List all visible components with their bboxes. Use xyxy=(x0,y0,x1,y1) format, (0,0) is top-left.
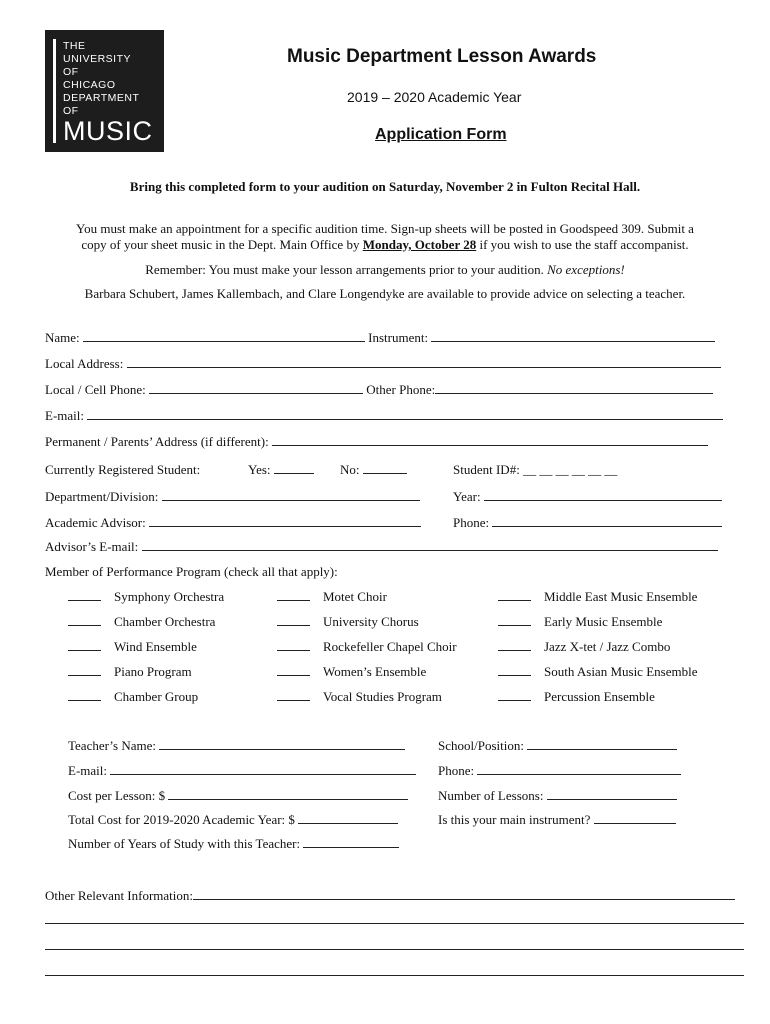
instrument-input[interactable] xyxy=(431,341,715,342)
program-col2-item-2[interactable] xyxy=(277,614,419,630)
number-of-lessons-label: Number of Lessons: xyxy=(438,788,544,803)
cost-per-lesson-row xyxy=(68,788,408,804)
program-col1-item-4[interactable] xyxy=(68,664,192,680)
checkbox-line[interactable] xyxy=(277,600,310,601)
student-id-row xyxy=(453,462,617,478)
checkbox-line[interactable] xyxy=(498,700,531,701)
academic-year: 2019 – 2020 Academic Year xyxy=(347,89,522,105)
program-heading: Member of Performance Program (check all that apply): xyxy=(45,564,338,579)
checkbox-line[interactable] xyxy=(277,650,310,651)
department-input[interactable] xyxy=(162,500,420,501)
checkbox-line[interactable] xyxy=(68,700,101,701)
program-label: Women’s Ensemble xyxy=(323,664,427,679)
program-label: Chamber Orchestra xyxy=(114,614,216,629)
name-row xyxy=(45,330,715,346)
program-label: Early Music Ensemble xyxy=(544,614,663,629)
other-info-line-4[interactable] xyxy=(45,975,744,976)
permanent-address-label: Permanent / Parents’ Address (if different): xyxy=(45,434,269,449)
checkbox-line[interactable] xyxy=(498,600,531,601)
local-address-input[interactable] xyxy=(127,367,721,368)
program-col1-item-2[interactable] xyxy=(68,614,215,630)
advisor-email-row xyxy=(45,539,718,555)
yes-input[interactable] xyxy=(274,473,314,474)
academic-advisor-input[interactable] xyxy=(149,526,421,527)
page-title: Music Department Lesson Awards xyxy=(287,46,597,67)
other-phone-label: Other Phone: xyxy=(366,382,436,397)
teacher-phone-label: Phone: xyxy=(438,763,475,778)
checkbox-line[interactable] xyxy=(68,600,101,601)
no-exceptions: No exceptions! xyxy=(547,262,625,277)
program-label: Wind Ensemble xyxy=(114,639,197,654)
local-address-label: Local Address: xyxy=(45,356,124,371)
logo-line-4: CHICAGO xyxy=(63,79,116,91)
no-label: No: xyxy=(340,462,360,477)
program-col2-item-1[interactable] xyxy=(277,589,387,605)
teacher-name-row xyxy=(68,738,405,754)
other-info-line-2[interactable] xyxy=(45,923,744,924)
teacher-name-input[interactable] xyxy=(159,749,405,750)
teacher-phone-row xyxy=(438,763,681,779)
program-col1-item-3[interactable] xyxy=(68,639,197,655)
teacher-email-row xyxy=(68,763,416,779)
university-logo xyxy=(45,30,164,152)
email-input[interactable] xyxy=(87,419,723,420)
local-cell-phone-label: Local / Cell Phone: xyxy=(45,382,146,397)
teacher-phone-input[interactable] xyxy=(477,774,681,775)
registered-label: Currently Registered Student: xyxy=(45,462,201,477)
school-position-label: School/Position: xyxy=(438,738,524,753)
years-of-study-input[interactable] xyxy=(303,847,399,848)
advisor-phone-row xyxy=(453,515,722,531)
other-phone-input[interactable] xyxy=(435,393,713,394)
checkbox-line[interactable] xyxy=(498,625,531,626)
cost-per-lesson-input[interactable] xyxy=(168,799,408,800)
number-of-lessons-row xyxy=(438,788,677,804)
program-label: Piano Program xyxy=(114,664,192,679)
no-input[interactable] xyxy=(363,473,407,474)
logo-line-2: UNIVERSITY xyxy=(63,53,132,65)
school-position-row xyxy=(438,738,677,754)
phone-row xyxy=(45,382,713,398)
logo-line-6: OF xyxy=(63,105,79,117)
advisor-phone-label: Phone: xyxy=(453,515,490,530)
student-id-input[interactable]: __ __ __ __ __ __ xyxy=(523,462,618,477)
program-col3-item-1[interactable] xyxy=(498,589,697,605)
program-label: Vocal Studies Program xyxy=(323,689,442,704)
checkbox-line[interactable] xyxy=(277,700,310,701)
email-row xyxy=(45,408,723,424)
school-position-input[interactable] xyxy=(527,749,677,750)
other-info-row xyxy=(45,888,735,904)
instrument-label: Instrument: xyxy=(368,330,429,345)
permanent-address-input[interactable] xyxy=(272,445,708,446)
checkbox-line[interactable] xyxy=(68,650,101,651)
program-label: South Asian Music Ensemble xyxy=(544,664,698,679)
name-input[interactable] xyxy=(83,341,365,342)
year-label: Year: xyxy=(453,489,481,504)
years-of-study-label: Number of Years of Study with this Teacher: xyxy=(68,836,301,851)
program-label: Symphony Orchestra xyxy=(114,589,225,604)
program-col2-item-5[interactable] xyxy=(277,689,442,705)
other-info-line-3[interactable] xyxy=(45,949,744,950)
department-label: Department/Division: xyxy=(45,489,159,504)
academic-advisor-row xyxy=(45,515,421,531)
checkbox-line[interactable] xyxy=(277,675,310,676)
years-of-study-row xyxy=(68,836,399,852)
permanent-address-row xyxy=(45,434,708,450)
program-col3-item-5[interactable] xyxy=(498,689,655,705)
teacher-name-label: Teacher’s Name: xyxy=(68,738,156,753)
program-label: Motet Choir xyxy=(323,589,387,604)
cost-per-lesson-label: Cost per Lesson: $ xyxy=(68,788,166,803)
checkbox-line[interactable] xyxy=(277,625,310,626)
deadline-date: Monday, October 28 xyxy=(362,237,477,252)
appointment-line-2-a: copy of your sheet music in the Dept. Main Office by xyxy=(81,237,363,252)
checkbox-line[interactable] xyxy=(68,675,101,676)
appointment-line-2 xyxy=(0,237,770,253)
total-cost-input[interactable] xyxy=(298,823,398,824)
program-col2-item-4[interactable] xyxy=(277,664,426,680)
year-input[interactable] xyxy=(484,500,722,501)
no-row xyxy=(340,462,407,478)
total-cost-label: Total Cost for 2019-2020 Academic Year: $ xyxy=(68,812,295,827)
teacher-email-input[interactable] xyxy=(110,774,416,775)
program-label: Chamber Group xyxy=(114,689,199,704)
checkbox-line[interactable] xyxy=(498,650,531,651)
program-col1-item-1[interactable] xyxy=(68,589,224,605)
program-label: Middle East Music Ensemble xyxy=(544,589,698,604)
local-cell-phone-input[interactable] xyxy=(149,393,363,394)
remember-note xyxy=(0,262,770,278)
other-info-input[interactable] xyxy=(193,899,735,900)
yes-row xyxy=(248,462,314,478)
checkbox-line[interactable] xyxy=(68,625,101,626)
main-instrument-row xyxy=(438,812,676,828)
total-cost-row xyxy=(68,812,398,828)
checkbox-line[interactable] xyxy=(498,675,531,676)
other-info-label: Other Relevant Information: xyxy=(45,888,194,903)
program-col3-item-2[interactable] xyxy=(498,614,662,630)
program-label: Jazz X-tet / Jazz Combo xyxy=(544,639,671,654)
program-label: University Chorus xyxy=(323,614,419,629)
program-col3-item-4[interactable] xyxy=(498,664,697,680)
academic-advisor-label: Academic Advisor: xyxy=(45,515,146,530)
program-label: Rockefeller Chapel Choir xyxy=(323,639,457,654)
appointment-line-1: You must make an appointment for a specific audition time. Sign-up sheets will be posted in Goodspeed 309. Submit a xyxy=(76,221,694,236)
appointment-line-2-b: if you wish to use the staff accompanist. xyxy=(476,237,689,252)
logo-line-1: THE xyxy=(63,40,86,52)
bring-instruction: Bring this completed form to your audition on Saturday, November 2 in Fulton Recital Hall. xyxy=(129,179,641,194)
logo-line-3: OF xyxy=(63,66,79,78)
local-address-row xyxy=(45,356,721,372)
program-col3-item-3[interactable] xyxy=(498,639,670,655)
email-label: E-mail: xyxy=(45,408,84,423)
advisors-note: Barbara Schubert, James Kallembach, and Clare Longendyke are available to provide advice on selecting a teacher. xyxy=(84,286,686,301)
number-of-lessons-input[interactable] xyxy=(547,799,677,800)
form-title: Application Form xyxy=(375,126,507,143)
year-row xyxy=(453,489,722,505)
main-instrument-input[interactable] xyxy=(594,823,676,824)
department-row xyxy=(45,489,420,505)
logo-bar xyxy=(53,39,56,143)
advisor-phone-input[interactable] xyxy=(492,526,722,527)
logo-music: MUSIC xyxy=(63,116,153,146)
main-instrument-label: Is this your main instrument? xyxy=(438,812,591,827)
teacher-email-label: E-mail: xyxy=(68,763,107,778)
logo-line-5: DEPARTMENT xyxy=(63,92,140,104)
program-col1-item-5[interactable] xyxy=(68,689,198,705)
yes-label: Yes: xyxy=(248,462,271,477)
program-label: Percussion Ensemble xyxy=(544,689,655,704)
advisor-email-label: Advisor’s E-mail: xyxy=(45,539,139,554)
remember-text: Remember: You must make your lesson arrangements prior to your audition. xyxy=(145,262,548,277)
student-id-label: Student ID#: xyxy=(453,462,520,477)
name-label: Name: xyxy=(45,330,80,345)
program-col2-item-3[interactable] xyxy=(277,639,457,655)
advisor-email-input[interactable] xyxy=(142,550,718,551)
